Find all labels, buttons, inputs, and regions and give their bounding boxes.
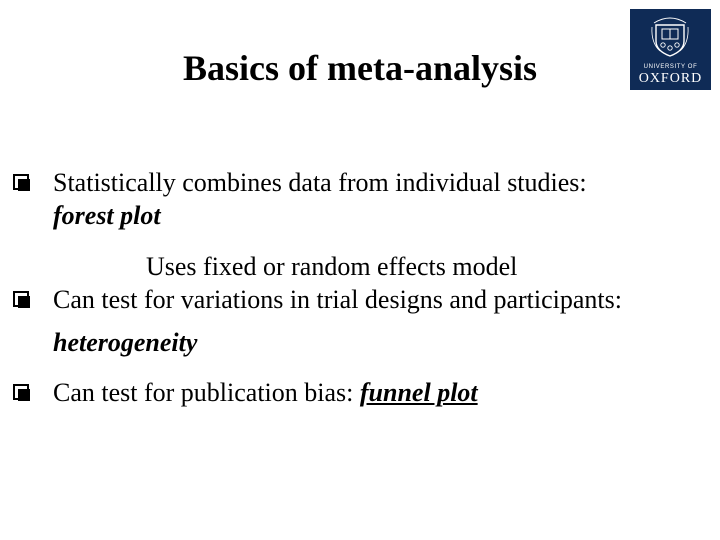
logo-oxford: OXFORD [638,71,703,86]
checkbox-bullet-icon [13,384,29,400]
bullet-line [53,378,478,408]
bullet-text: Can test for variations in trial designs and participants: [53,285,622,314]
slide-title: Basics of meta-analysis [183,48,537,88]
bullet-emphasis: heterogeneity [53,328,198,357]
logo-university-of: UNIVERSITY OF [643,64,698,70]
bullet-subtext: Uses fixed or random effects model [146,252,518,281]
checkbox-bullet-icon [13,291,29,307]
bullet-emphasis: forest plot [53,201,161,230]
bullet-emphasis: funnel plot [359,378,478,407]
checkbox-bullet-icon [13,174,29,190]
bullet-text: Statistically combines data from individual studies: [53,168,587,197]
bullet-text: Can test for publication bias: [53,378,354,407]
